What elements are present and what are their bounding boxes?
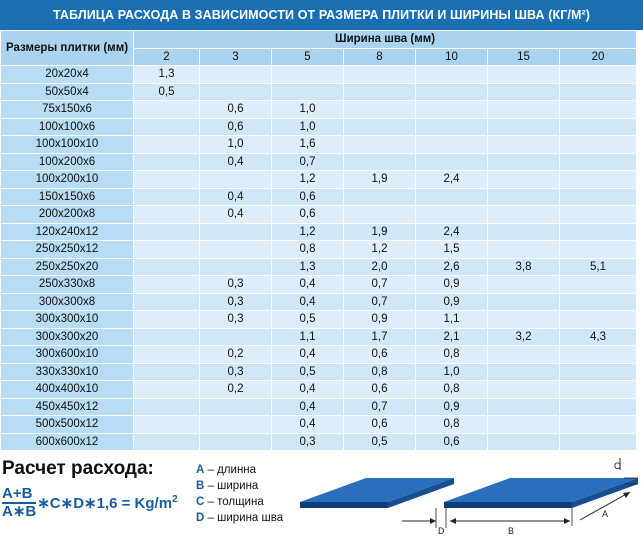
row-size-label: 150x150x6: [1, 188, 134, 206]
table-cell: 0,4: [272, 381, 344, 399]
row-size-label: 100x100x10: [1, 136, 134, 154]
table-cell: 0,8: [416, 381, 488, 399]
table-cell: [416, 153, 488, 171]
table-row: [1, 83, 637, 101]
table-cell: [200, 66, 272, 84]
table-row: [1, 293, 637, 311]
table-cell: 1,5: [416, 241, 488, 259]
table-cell: 0,9: [344, 311, 416, 329]
col-header-20: 20: [560, 48, 637, 66]
table-row: [1, 171, 637, 189]
table-cell: 1,6: [272, 136, 344, 154]
table-cell: [134, 381, 200, 399]
table-cell: [488, 363, 560, 381]
row-size-label: 200x200x8: [1, 206, 134, 224]
table-cell: [560, 346, 637, 364]
row-size-label: 450x450x12: [1, 398, 134, 416]
table-cell: [134, 206, 200, 224]
legend-item: [196, 510, 283, 526]
table-cell: [560, 433, 637, 451]
table-cell: 0,6: [272, 188, 344, 206]
table-cell: [560, 398, 637, 416]
row-size-label: 300x300x8: [1, 293, 134, 311]
table-row: [1, 346, 637, 364]
table-cell: [560, 311, 637, 329]
table-cell: [488, 276, 560, 294]
table-cell: [134, 346, 200, 364]
table-cell: [200, 83, 272, 101]
table-cell: 0,5: [272, 363, 344, 381]
table-cell: [488, 153, 560, 171]
row-size-label: 120x240x12: [1, 223, 134, 241]
row-size-label: 300x600x10: [1, 346, 134, 364]
legend-item: [196, 462, 283, 478]
row-size-label: 100x200x6: [1, 153, 134, 171]
table-row: [1, 276, 637, 294]
table-cell: [488, 188, 560, 206]
row-size-label: 300x300x20: [1, 328, 134, 346]
table-cell: [134, 101, 200, 119]
formula-rest: [37, 494, 177, 512]
table-cell: [488, 381, 560, 399]
table-cell: [344, 118, 416, 136]
table-cell: 0,4: [272, 293, 344, 311]
table-cell: 4,3: [560, 328, 637, 346]
table-cell: [560, 363, 637, 381]
table-cell: 1,2: [272, 223, 344, 241]
table-cell: 3,2: [488, 328, 560, 346]
table-cell: 0,4: [272, 398, 344, 416]
table-cell: 0,3: [272, 433, 344, 451]
table-cell: 0,5: [272, 311, 344, 329]
table-cell: [344, 136, 416, 154]
row-size-label: 330x330x10: [1, 363, 134, 381]
table-cell: [560, 83, 637, 101]
row-size-label: 500x500x12: [1, 416, 134, 434]
table-row: [1, 101, 637, 119]
table-cell: 0,3: [200, 276, 272, 294]
table-cell: 1,0: [272, 101, 344, 119]
table-cell: 0,5: [344, 433, 416, 451]
table-row: [1, 328, 637, 346]
table-cell: [134, 293, 200, 311]
table-cell: [560, 416, 637, 434]
table-cell: 1,3: [134, 66, 200, 84]
table-cell: 1,7: [344, 328, 416, 346]
formula-rest-text: ∗C∗D∗1,6 = Kg/m: [37, 495, 173, 512]
table-cell: [134, 118, 200, 136]
table-cell: 0,4: [272, 346, 344, 364]
table-cell: [416, 101, 488, 119]
table-cell: 1,0: [200, 136, 272, 154]
table-cell: [560, 66, 637, 84]
table-cell: [488, 118, 560, 136]
table-cell: [134, 328, 200, 346]
table-cell: [560, 276, 637, 294]
table-cell: 0,8: [344, 363, 416, 381]
table-cell: [488, 101, 560, 119]
table-cell: [344, 101, 416, 119]
legend-key: C: [196, 496, 205, 508]
table-cell: [416, 66, 488, 84]
legend-key: D: [196, 512, 205, 524]
table-cell: 0,9: [416, 293, 488, 311]
table-cell: [416, 206, 488, 224]
table-cell: [134, 136, 200, 154]
table-row: [1, 381, 637, 399]
table-cell: 0,6: [344, 346, 416, 364]
table-cell: 2,4: [416, 171, 488, 189]
calc-title: Расчет расхода:: [2, 458, 154, 479]
table-cell: [560, 241, 637, 259]
table-cell: [134, 153, 200, 171]
table-cell: [134, 416, 200, 434]
table-cell: 0,2: [200, 381, 272, 399]
formula-numerator: A+B: [2, 486, 36, 504]
table-cell: [200, 328, 272, 346]
legend-item: [196, 494, 283, 510]
table-cell: 0,9: [416, 276, 488, 294]
tile-diagram: [292, 456, 643, 536]
table-row: [1, 241, 637, 259]
calculation-section: [0, 456, 643, 536]
row-size-label: 75x150x6: [1, 101, 134, 119]
table-cell: [488, 433, 560, 451]
row-size-label: 300x300x10: [1, 311, 134, 329]
table-row: [1, 258, 637, 276]
table-cell: [200, 416, 272, 434]
table-cell: [560, 136, 637, 154]
col-header-3: 3: [200, 48, 272, 66]
table-cell: 5,1: [560, 258, 637, 276]
formula-denominator: A∗B: [2, 503, 37, 520]
table-cell: [488, 416, 560, 434]
table-cell: [344, 153, 416, 171]
legend: [196, 462, 283, 526]
table-cell: 0,5: [134, 83, 200, 101]
tile-right-side: [444, 502, 572, 508]
table-cell: 2,1: [416, 328, 488, 346]
row-size-label: 50x50x4: [1, 83, 134, 101]
table-cell: [134, 188, 200, 206]
table-cell: [488, 346, 560, 364]
legend-item: [196, 478, 283, 494]
table-cell: [272, 83, 344, 101]
col-group-header: Ширина шва (мм): [134, 31, 637, 49]
table-cell: [200, 398, 272, 416]
table-cell: 0,3: [200, 293, 272, 311]
table-cell: 2,0: [344, 258, 416, 276]
table-cell: 0,6: [272, 206, 344, 224]
table-cell: [488, 293, 560, 311]
table-row: [1, 223, 637, 241]
row-header: Размеры плитки (мм): [1, 31, 134, 66]
table-cell: [488, 398, 560, 416]
table-cell: 1,9: [344, 171, 416, 189]
table-cell: 1,0: [416, 363, 488, 381]
table-cell: 0,7: [344, 276, 416, 294]
table-row: [1, 118, 637, 136]
row-size-label: 400x400x10: [1, 381, 134, 399]
table-cell: [200, 171, 272, 189]
legend-text: – ширина: [204, 480, 259, 492]
table-cell: 0,7: [272, 153, 344, 171]
table-cell: [134, 398, 200, 416]
formula: [2, 486, 178, 520]
table-cell: [344, 66, 416, 84]
table-cell: [416, 188, 488, 206]
table-cell: [560, 101, 637, 119]
row-size-label: 600x600x12: [1, 433, 134, 451]
table-cell: [488, 223, 560, 241]
table-cell: [416, 118, 488, 136]
table-cell: [134, 433, 200, 451]
table-cell: [344, 188, 416, 206]
legend-text: – ширина шва: [204, 512, 284, 524]
table-cell: 1,2: [272, 171, 344, 189]
label-d: D: [438, 526, 445, 536]
table-row: [1, 398, 637, 416]
table-cell: 3,8: [488, 258, 560, 276]
table-cell: [344, 206, 416, 224]
row-size-label: 250x250x20: [1, 258, 134, 276]
table-row: [1, 66, 637, 84]
table-cell: [200, 433, 272, 451]
table-cell: 0,4: [272, 416, 344, 434]
table-cell: 2,6: [416, 258, 488, 276]
legend-text: – толщина: [204, 496, 264, 508]
table-cell: 1,1: [416, 311, 488, 329]
table-cell: [272, 66, 344, 84]
col-header-2: 2: [134, 48, 200, 66]
table-cell: 1,3: [272, 258, 344, 276]
table-row: [1, 153, 637, 171]
table-cell: 0,6: [344, 381, 416, 399]
label-b: B: [508, 526, 515, 536]
table-cell: 0,6: [200, 101, 272, 119]
table-cell: [134, 363, 200, 381]
label-c: C: [614, 461, 621, 471]
table-cell: 0,2: [200, 346, 272, 364]
table-cell: [560, 118, 637, 136]
table-cell: 1,0: [272, 118, 344, 136]
col-header-10: 10: [416, 48, 488, 66]
table-cell: [488, 83, 560, 101]
table-row: [1, 188, 637, 206]
row-size-label: 20x20x4: [1, 66, 134, 84]
col-header-8: 8: [344, 48, 416, 66]
table-cell: 0,7: [344, 293, 416, 311]
table-cell: 1,9: [344, 223, 416, 241]
table-cell: [488, 241, 560, 259]
legend-key: B: [196, 480, 205, 492]
row-size-label: 100x200x10: [1, 171, 134, 189]
col-header-15: 15: [488, 48, 560, 66]
label-a: A: [602, 509, 609, 519]
table-cell: [200, 241, 272, 259]
table-cell: [134, 276, 200, 294]
table-cell: [200, 258, 272, 276]
table-cell: [134, 171, 200, 189]
table-cell: 0,4: [200, 206, 272, 224]
table-cell: [560, 188, 637, 206]
table-cell: 0,6: [416, 433, 488, 451]
table-cell: [560, 381, 637, 399]
table-cell: 0,6: [200, 118, 272, 136]
table-cell: 0,6: [344, 416, 416, 434]
table-cell: 0,8: [272, 241, 344, 259]
table-cell: [134, 241, 200, 259]
table-row: [1, 311, 637, 329]
table-cell: 0,8: [416, 346, 488, 364]
table-cell: [134, 311, 200, 329]
table-cell: 1,2: [344, 241, 416, 259]
table-cell: [134, 223, 200, 241]
table-row: [1, 136, 637, 154]
legend-key: A: [196, 464, 205, 476]
table-cell: 0,8: [416, 416, 488, 434]
col-header-5: 5: [272, 48, 344, 66]
table-cell: [560, 206, 637, 224]
table-cell: 0,4: [272, 276, 344, 294]
table-cell: [344, 83, 416, 101]
table-cell: [488, 66, 560, 84]
table-cell: 2,4: [416, 223, 488, 241]
table-cell: [200, 223, 272, 241]
table-cell: 1,1: [272, 328, 344, 346]
table-cell: [488, 206, 560, 224]
formula-fraction: [2, 486, 36, 520]
row-size-label: 100x100x6: [1, 118, 134, 136]
table-cell: [560, 293, 637, 311]
legend-text: – длинна: [204, 464, 257, 476]
table-row: [1, 206, 637, 224]
table-cell: [488, 136, 560, 154]
table-cell: [560, 153, 637, 171]
table-cell: [560, 223, 637, 241]
formula-sup: 2: [172, 494, 178, 505]
table-cell: [488, 171, 560, 189]
table-row: [1, 363, 637, 381]
tile-left-side: [300, 502, 388, 508]
table-row: [1, 416, 637, 434]
table-cell: [488, 311, 560, 329]
table-cell: [560, 171, 637, 189]
table-cell: 0,4: [200, 153, 272, 171]
row-size-label: 250x330x8: [1, 276, 134, 294]
table-cell: 0,3: [200, 311, 272, 329]
table-cell: 0,3: [200, 363, 272, 381]
consumption-table: [0, 30, 637, 451]
table-cell: 0,4: [200, 188, 272, 206]
table-cell: [416, 136, 488, 154]
row-size-label: 250x250x12: [1, 241, 134, 259]
table-row: [1, 433, 637, 451]
table-cell: 0,7: [344, 398, 416, 416]
table-cell: [416, 83, 488, 101]
table-cell: 0,9: [416, 398, 488, 416]
table-title: ТАБЛИЦА РАСХОДА В ЗАВИСИМОСТИ ОТ РАЗМЕРА ПЛИТКИ И ШИРИНЫ ШВА (КГ/М²): [0, 0, 643, 30]
table-cell: [134, 258, 200, 276]
